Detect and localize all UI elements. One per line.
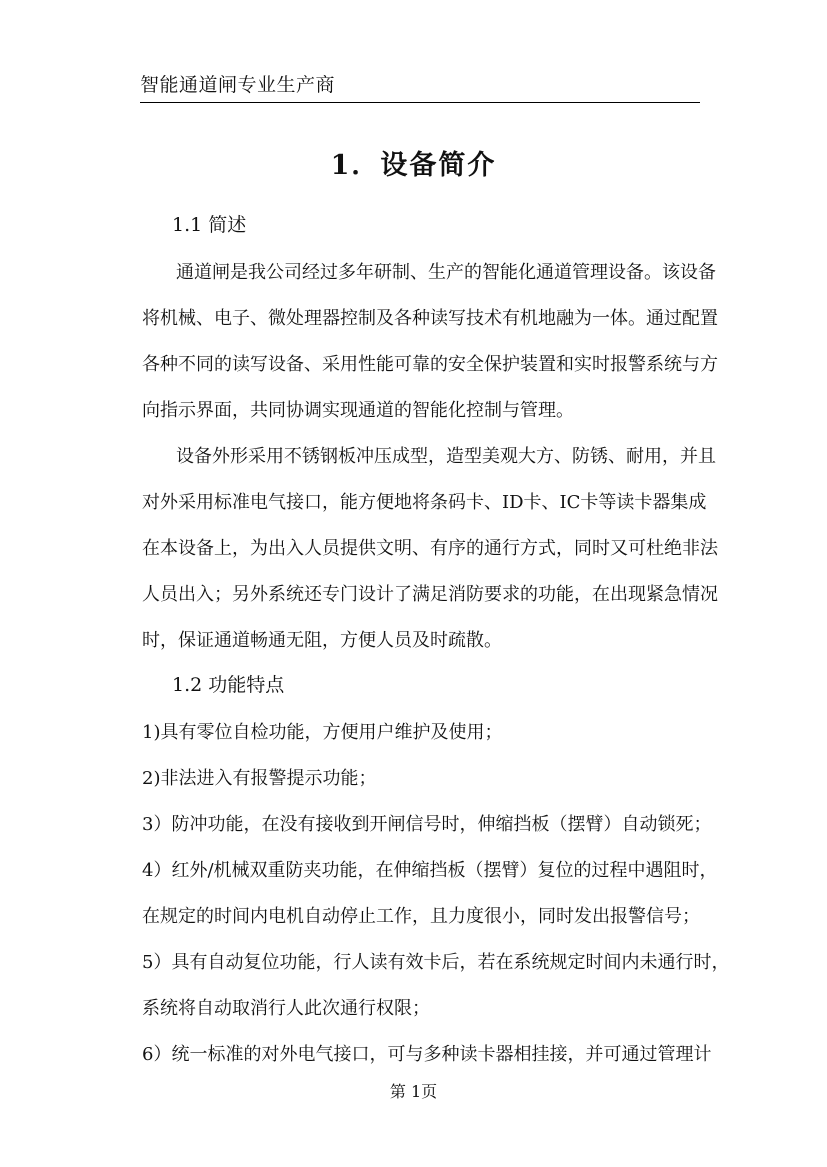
paragraph-line: 各种不同的读写设备、采用性能可靠的安全保护装置和实时报警系统与方 bbox=[142, 354, 718, 375]
chapter-title: 1．设备简介 bbox=[330, 150, 497, 181]
paragraph-line: 通道闸是我公司经过多年研制、生产的智能化通道管理设备。该设备 bbox=[176, 262, 716, 283]
feature-list-item: 1)具有零位自检功能，方便用户维护及使用； bbox=[142, 722, 503, 743]
feature-list-item: 5）具有自动复位功能，行人读有效卡后，若在系统规定时间内未通行时， bbox=[142, 952, 730, 973]
paragraph-line: 在本设备上，为出入人员提供文明、有序的通行方式，同时又可杜绝非法 bbox=[142, 538, 718, 559]
feature-list-item: 6）统一标准的对外电气接口，可与多种读卡器相挂接，并可通过管理计 bbox=[142, 1044, 712, 1065]
feature-list-item: 2)非法进入有报警提示功能； bbox=[142, 768, 377, 789]
paragraph-line: 对外采用标准电气接口，能方便地将条码卡、ID卡、IC卡等读卡器集成 bbox=[142, 492, 707, 513]
feature-list-item: 4）红外/机械双重防夹功能，在伸缩挡板（摆臂）复位的过程中遇阻时， bbox=[142, 860, 718, 881]
paragraph-line: 设备外形采用不锈钢板冲压成型，造型美观大方、防锈、耐用，并且 bbox=[176, 446, 716, 467]
feature-list-item: 在规定的时间内电机自动停止工作，且力度很小，同时发出报警信号； bbox=[142, 906, 700, 927]
page-number: 第 1页 bbox=[389, 1082, 438, 1101]
paragraph-line: 时，保证通道畅通无阻，方便人员及时疏散。 bbox=[142, 630, 502, 651]
feature-list-item: 3）防冲功能，在没有接收到开闸信号时，伸缩挡板（摆臂）自动锁死； bbox=[142, 814, 712, 835]
page-header bbox=[140, 72, 700, 103]
paragraph-line: 人员出入；另外系统还专门设计了满足消防要求的功能，在出现紧急情况 bbox=[142, 584, 718, 605]
header-company-tagline: 智能通道闸专业生产商 bbox=[140, 74, 336, 96]
section-heading-features: 1.2 功能特点 bbox=[172, 674, 285, 696]
paragraph-line: 向指示界面，共同协调实现通道的智能化控制与管理。 bbox=[142, 400, 574, 421]
paragraph-line: 将机械、电子、微处理器控制及各种读写技术有机地融为一体。通过配置 bbox=[142, 308, 718, 329]
section-heading-overview: 1.1 简述 bbox=[172, 214, 247, 236]
feature-list-item: 系统将自动取消行人此次通行权限； bbox=[142, 998, 430, 1019]
